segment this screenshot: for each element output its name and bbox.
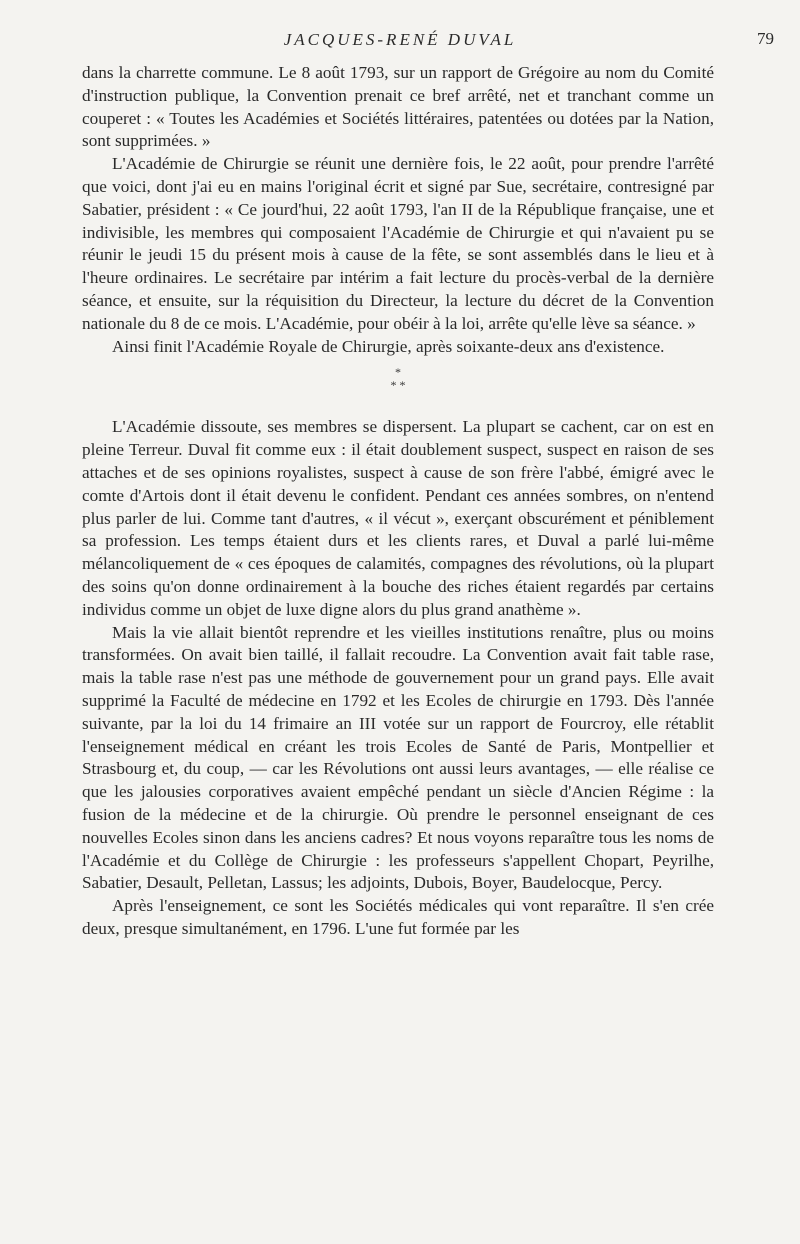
paragraph: Mais la vie allait bientôt reprendre et les vieilles institutions renaître, plus ou moins transformées. On avait bien taillé, il fallait recoudre. La Convention avait fait table rase, mais la table rase n'est pas une méthode de gouvernement pour un grand pays. Elle avait supprimé la Faculté de médecine en 1792 et les Ecoles de chirurgie en 1793. Dès l'année suivante, par la loi du 14 frimaire an III votée sur un rapport de Fourcroy, elle rétablit l'enseignement médical en créant les trois Ecoles de Santé de Paris, Montpellier et Strasbourg et, du coup, — car les Révolutions ont aussi leurs avantages, — elle réalise ce que les jalousies corporatives avaient empêché pendant un siècle d'Ancien Régime : la fusion de la médecine et de la chirurgie. Où prendre le personnel enseignant de ces nouvelles Ecoles sinon dans les anciens cadres? Et nous voyons reparaître tous les noms de l'Académie et du Collège de Chirurgie : les professeurs s'appellent Chopart, Peyrilhe, Sabatier, Desault, Pelletan, Lassus; les adjoints, Dubois, Boyer, Baudelocque, Percy. xyxy=(82,622,714,893)
paragraph: Après l'enseignement, ce sont les Sociétés médicales qui vont reparaître. Il s'en crée deux, presque simultanément, en 1796. L'une fut formée par les xyxy=(82,896,714,938)
separator-asterisk-top: * xyxy=(395,365,401,380)
paragraph: dans la charrette commune. Le 8 août 1793, sur un rapport de Grégoire au nom du Comité d'instruction publique, la Convention prenait ce bref arrêté, net et tranchant comme un couperet : « Toutes les Académies et Sociétés littéraires, patentées ou dotées par la Nation, sont supprimées. » xyxy=(82,63,714,151)
separator-asterisks-bottom: * * xyxy=(390,378,406,393)
section-separator xyxy=(82,366,714,392)
paragraph: L'Académie de Chirurgie se réunit une dernière fois, le 22 août, pour prendre l'arrêté que voici, dont j'ai eu en mains l'original écrit et signé par Sue, secrétaire, contresigné par Sabatier, président : « Ce jourd'hui, 22 août 1793, l'an II de la République française, une et indivisible, les membres qui composaient l'Académie de Chirurgie et qui n'avaient pu se réunir le jeudi 15 du présent mois à cause de la fête, se sont assemblés dans le lieu et à l'heure ordinaires. Le secrétaire par intérim a fait lecture du procès-verbal de la dernière séance, et ensuite, sur la réquisition du Directeur, la lecture du décret de la Convention nationale du 8 de ce mois. L'Académie, pour obéir à la loi, arrête qu'elle lève sa séance. » xyxy=(82,154,714,333)
running-title: JACQUES-RENÉ DUVAL xyxy=(283,30,517,49)
page-number: 79 xyxy=(757,29,774,48)
page-header xyxy=(0,26,800,50)
paragraph: L'Académie dissoute, ses membres se dispersent. La plupart se cachent, car on est en pleine Terreur. Duval fit comme eux : il était doublement suspect, suspect en raison de ses attaches et de ses opinions royalistes, suspect à cause de son frère l'abbé, émigré avec le comte d'Artois dont il était devenu le confident. Pendant ces années sombres, on n'entend plus parler de lui. Comme tant d'autres, « il vécut », exerçant obscurément et péniblement sa profession. Les temps étaient durs et les clients rares, et Duval a parlé lui-même mélancoliquement de « ces époques de calamités, compagnes des révolutions, où la plupart des soins qu'on donne ordinairement à la bouche des riches étaient regardés par certains individus comme un objet de luxe digne alors du plus grand anathème ». xyxy=(82,417,714,619)
body-text xyxy=(82,62,714,941)
paragraph: Ainsi finit l'Académie Royale de Chirurgie, après soixante-deux ans d'existence. xyxy=(112,336,665,356)
